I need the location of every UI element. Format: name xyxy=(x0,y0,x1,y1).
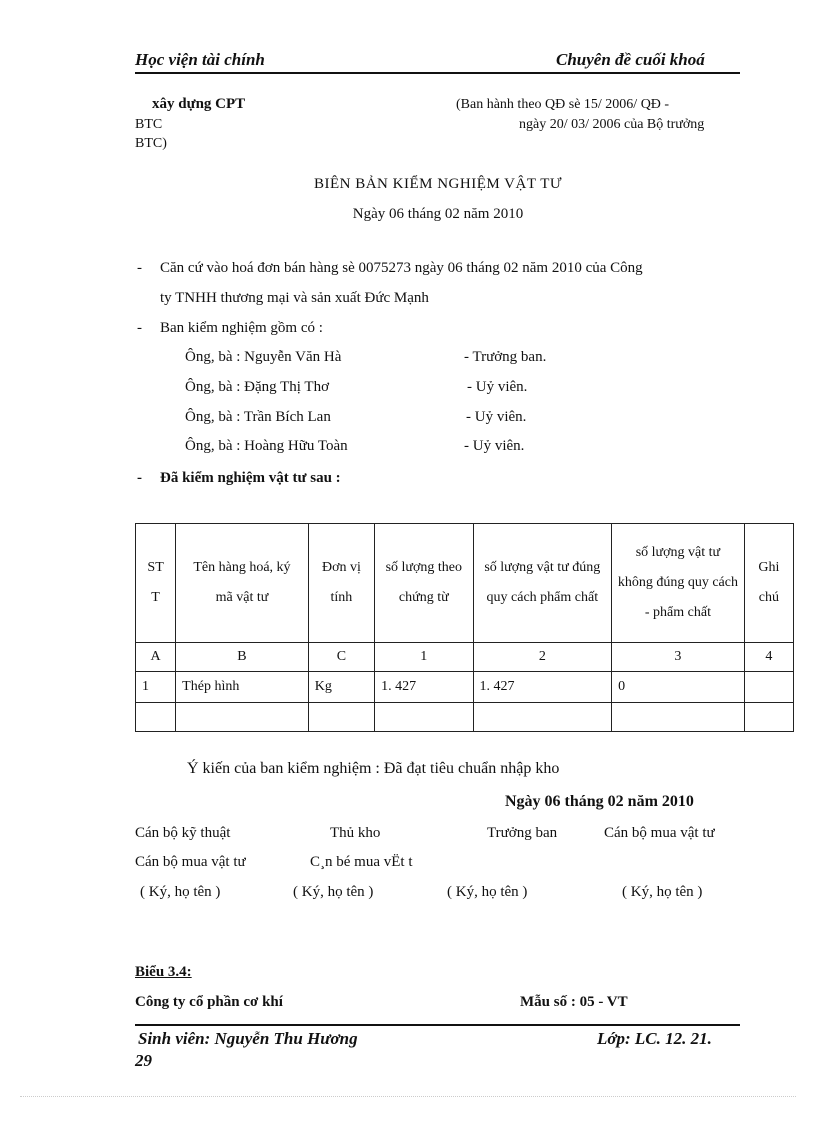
header-cell-name: Tên hàng hoá, ký mã vật tư xyxy=(176,524,309,643)
document-title: BIÊN BẢN KIỂM NGHIỆM VẬT TƯ xyxy=(313,176,563,192)
data-cell: 1. 427 xyxy=(375,672,473,703)
letter-cell: 3 xyxy=(612,643,745,672)
company-name: Công ty cổ phần cơ khí xyxy=(135,994,283,1010)
basis-line-1: Căn cứ vào hoá đơn bán hàng sè 0075273 ngày 06 tháng 02 năm 2010 của Công xyxy=(160,260,643,276)
header-cell-unit: Đơn vị tính xyxy=(308,524,374,643)
member-role: - Uỷ viên. xyxy=(466,409,527,425)
member-role: - Trưởng ban. xyxy=(464,349,547,365)
signer-technician: Cán bộ kỹ thuật xyxy=(135,825,231,841)
signer-buyer-2: Cán bộ mua vật tư xyxy=(135,854,246,870)
signer-storekeeper: Thủ kho xyxy=(330,825,381,841)
header-cell-ok-qty: số lượng vật tư đúng quy cách phẩm chất xyxy=(473,524,612,643)
signature-date: Ngày 06 tháng 02 năm 2010 xyxy=(505,793,694,810)
header-topic: Chuyên đề cuối khoá xyxy=(556,50,705,69)
member-name: Ông, bà : Nguyễn Văn Hà xyxy=(185,349,342,365)
letter-cell: C xyxy=(308,643,374,672)
table-header-row xyxy=(136,524,794,643)
footer-student: Sinh viên: Nguyễn Thu Hương xyxy=(138,1029,358,1048)
letter-cell: 1 xyxy=(375,643,473,672)
data-cell: Kg xyxy=(308,672,374,703)
header-cell-note: Ghi chú xyxy=(744,524,793,643)
intro-right-line1: (Ban hành theo QĐ sè 15/ 2006/ QĐ - xyxy=(456,97,670,112)
table-row xyxy=(136,643,794,672)
bullet-dash-1: - xyxy=(137,260,142,276)
header-cell-nok-qty: số lượng vật tư không đúng quy cách - phẩm chất xyxy=(612,524,745,643)
intro-left-line1: xây dựng CPT xyxy=(152,96,246,112)
header-cell-doc-qty: số lượng theo chứng từ xyxy=(375,524,473,643)
signer-head: Trưởng ban xyxy=(487,825,558,841)
table-row xyxy=(136,672,794,703)
header-school: Học viện tài chính xyxy=(135,50,265,69)
table-row-empty xyxy=(136,703,794,732)
bullet-dash-2: - xyxy=(137,320,142,336)
data-cell: 1. 427 xyxy=(473,672,612,703)
letter-cell: A xyxy=(136,643,176,672)
intro-left-line2: BTC xyxy=(135,117,163,132)
intro-right-line2: ngày 20/ 03/ 2006 của Bộ trưởng xyxy=(519,117,705,132)
letter-cell: B xyxy=(176,643,309,672)
form-number: Mẫu số : 05 - VT xyxy=(520,994,628,1010)
member-name: Ông, bà : Trần Bích Lan xyxy=(185,409,331,425)
data-cell xyxy=(744,672,793,703)
member-role: - Uỷ viên. xyxy=(467,379,528,395)
member-role: - Uỷ viên. xyxy=(464,438,525,454)
signer-buyer: Cán bộ mua vật tư xyxy=(604,825,715,841)
letter-cell: 4 xyxy=(744,643,793,672)
signature-hint: ( Ký, họ tên ) xyxy=(293,884,374,900)
data-cell: 1 xyxy=(136,672,176,703)
header-cell-stt: ST T xyxy=(136,524,176,643)
member-name: Ông, bà : Đặng Thị Thơ xyxy=(185,379,330,395)
data-cell: 0 xyxy=(612,672,745,703)
signature-hint: ( Ký, họ tên ) xyxy=(447,884,528,900)
committee-intro: Ban kiểm nghiệm gồm có : xyxy=(160,320,323,336)
next-section-label: Biểu 3.4: xyxy=(135,964,192,980)
letter-cell: 2 xyxy=(473,643,612,672)
data-cell: Thép hình xyxy=(176,672,309,703)
committee-opinion: Ý kiến của ban kiểm nghiệm : Đã đạt tiêu chuẩn nhập kho xyxy=(187,760,560,777)
inspection-table xyxy=(135,523,794,732)
basis-line-2: ty TNHH thương mại và sản xuất Đức Mạnh xyxy=(160,290,429,306)
inspected-intro: Đã kiểm nghiệm vật tư sau : xyxy=(160,470,341,486)
footer-class: Lớp: LC. 12. 21. xyxy=(597,1029,712,1048)
member-name: Ông, bà : Hoàng Hữu Toàn xyxy=(185,438,348,454)
page-number: 29 xyxy=(135,1051,152,1070)
signature-hint: ( Ký, họ tên ) xyxy=(622,884,703,900)
document-date: Ngày 06 tháng 02 năm 2010 xyxy=(352,206,524,222)
bullet-dash-3: - xyxy=(137,470,142,486)
intro-left-line3: BTC) xyxy=(135,136,167,151)
signature-hint: ( Ký, họ tên ) xyxy=(140,884,221,900)
page-edge-dotted-line xyxy=(20,1096,796,1097)
signer-buyer-garbled: C¸n bé mua vËt t xyxy=(310,854,413,870)
footer-rule xyxy=(135,1024,740,1026)
header-rule xyxy=(135,72,740,74)
